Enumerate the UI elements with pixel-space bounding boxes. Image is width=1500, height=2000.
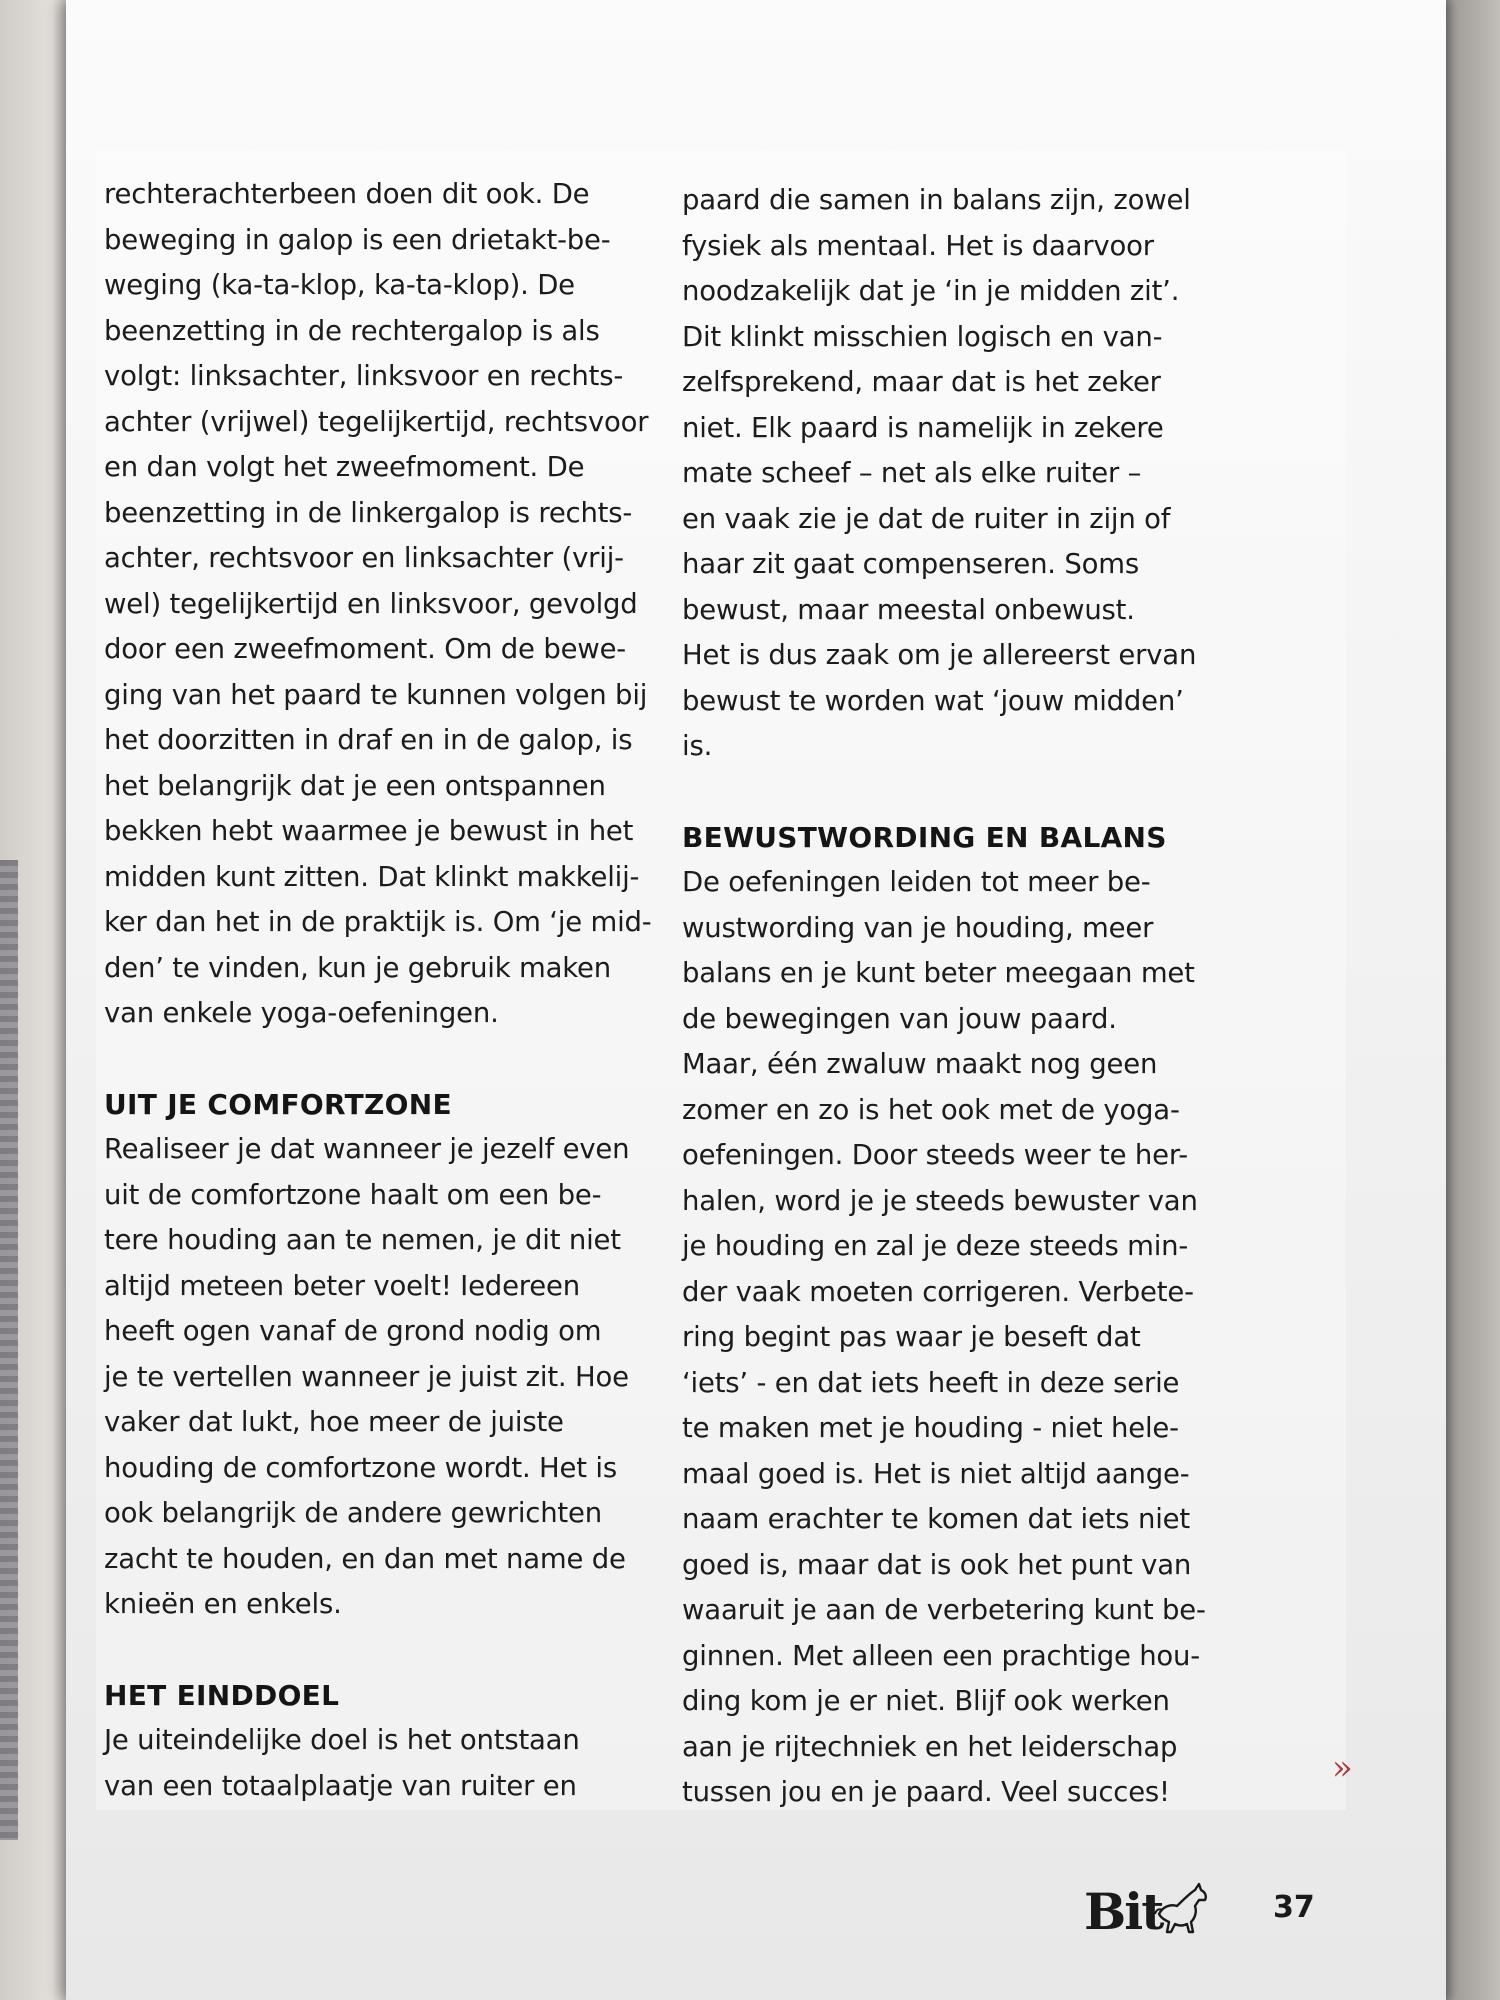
right-paragraph-2-line: te maken met je houding - niet hele-: [682, 1412, 1179, 1444]
left-paragraph-2-line: knieën en enkels.: [104, 1588, 342, 1620]
left-paragraph-2: [104, 1127, 664, 1628]
left-paragraph-1-line: achter, rechtsvoor en linksachter (vrij-: [104, 542, 624, 574]
right-paragraph-2-line: aan je rijtechniek en het leiderschap: [682, 1730, 1178, 1763]
right-paragraph-2-line: wustwording van je houding, meer: [682, 911, 1154, 944]
right-paragraph-2-line: naam erachter te komen dat iets niet: [682, 1503, 1190, 1535]
right-column: [682, 178, 1242, 1816]
right-paragraph-1-line: is.: [682, 730, 713, 762]
right-paragraph-2: [682, 860, 1242, 1816]
right-paragraph-2-line: de bewegingen van jouw paard.: [682, 1002, 1117, 1035]
heading-uit-je-comfortzone: UIT JE COMFORTZONE: [104, 1087, 452, 1121]
left-paragraph-3-line: Je uiteindelijke doel is het ontstaan: [104, 1724, 580, 1756]
left-paragraph-2-line: Realiseer je dat wanneer je jezelf even: [104, 1133, 630, 1165]
left-paragraph-2-line: zacht te houden, en dan met name de: [104, 1542, 626, 1575]
left-paragraph-1-line: van enkele yoga-oefeningen.: [104, 997, 499, 1029]
right-paragraph-2-line: ding kom je er niet. Blijf ook werken: [682, 1685, 1170, 1717]
left-paragraph-1-line: het doorzitten in draf en in de galop, is: [104, 724, 633, 756]
right-paragraph-2-line: waaruit je aan de verbetering kunt be-: [682, 1594, 1206, 1626]
page-number: 37: [1273, 1890, 1315, 1925]
left-paragraph-2-line: altijd meteen beter voelt! Iedereen: [104, 1269, 580, 1302]
left-paragraph-1-line: beenzetting in de rechtergalop is als: [104, 314, 600, 347]
left-paragraph-1-line: door een zweefmoment. Om de bewe-: [104, 633, 627, 665]
right-paragraph-2-line: ‘iets’ - en dat iets heeft in deze serie: [682, 1366, 1180, 1399]
left-paragraph-3-line: van een totaalplaatje van ruiter en: [104, 1769, 577, 1802]
right-paragraph-1-line: noodzakelijk dat je ‘in je midden zit’.: [682, 275, 1180, 307]
left-paragraph-1-line: en dan volgt het zweefmoment. De: [104, 451, 585, 483]
right-paragraph-2-line: je houding en zal je deze steeds min-: [682, 1230, 1189, 1262]
right-paragraph-1: [682, 178, 1242, 770]
left-paragraph-2-line: houding de comfortzone wordt. Het is: [104, 1451, 617, 1484]
left-paragraph-3: [104, 1718, 664, 1809]
right-paragraph-2-line: tussen jou en je paard. Veel succes!: [682, 1776, 1170, 1808]
horse-icon: [1153, 1880, 1213, 1936]
heading-het-einddoel: HET EINDDOEL: [104, 1678, 340, 1712]
right-paragraph-2-line: oefeningen. Door steeds weer te her-: [682, 1139, 1188, 1171]
right-paragraph-2-line: maal goed is. Het is niet altijd aange-: [682, 1457, 1190, 1490]
left-paragraph-1-line: midden kunt zitten. Dat klinkt makkelij-: [104, 860, 640, 893]
continue-mark: »: [1332, 1748, 1353, 1788]
left-paragraph-1-line: ging van het paard te kunnen volgen bij: [104, 678, 648, 711]
left-paragraph-1-line: beweging in galop is een drietakt-be-: [104, 223, 611, 256]
right-paragraph-1-line: Dit klinkt misschien logisch en van-: [682, 320, 1163, 353]
left-paragraph-1-line: achter (vrijwel) tegelijkertijd, rechtsvoor: [104, 405, 649, 438]
left-paragraph-1-line: beenzetting in de linkergalop is rechts-: [104, 496, 633, 529]
page-stack-edge: [0, 860, 18, 1840]
left-paragraph-1-line: volgt: linksachter, linksvoor en rechts-: [104, 360, 624, 392]
left-paragraph-2-line: ook belangrijk de andere gewrichten: [104, 1497, 602, 1529]
left-paragraph-1-line: rechterachterbeen doen dit ook. De: [104, 178, 590, 210]
left-paragraph-2-line: heeft ogen vanaf de grond nodig om: [104, 1315, 602, 1347]
right-paragraph-1-line: mate scheef – net als elke ruiter –: [682, 457, 1142, 489]
left-column: [104, 172, 664, 1809]
right-paragraph-2-line: ginnen. Met alleen een prachtige hou-: [682, 1639, 1201, 1672]
right-paragraph-2-line: goed is, maar dat is ook het punt van: [682, 1548, 1192, 1581]
right-paragraph-1-line: zelfsprekend, maar dat is het zeker: [682, 366, 1161, 398]
right-paragraph-1-line: en vaak zie je dat de ruiter in zijn of: [682, 502, 1171, 535]
left-paragraph-1-line: den’ te vinden, kun je gebruik maken: [104, 951, 611, 984]
right-paragraph-2-line: Maar, één zwaluw maakt nog geen: [682, 1048, 1158, 1080]
right-paragraph-1-line: haar zit gaat compenseren. Soms: [682, 548, 1139, 580]
left-paragraph-1-line: het belangrijk dat je een ontspannen: [104, 769, 606, 802]
left-paragraph-2-line: tere houding aan te nemen, je dit niet: [104, 1224, 621, 1256]
left-paragraph-1-line: ker dan het in de praktijk is. Om ‘je mid-: [104, 906, 652, 938]
right-paragraph-2-line: balans en je kunt beter meegaan met: [682, 957, 1195, 989]
left-paragraph-2-line: je te vertellen wanneer je juist zit. Hoe: [104, 1360, 629, 1393]
heading-bewustwording-en-balans: BEWUSTWORDING EN BALANS: [682, 820, 1167, 854]
right-paragraph-2-line: De oefeningen leiden tot meer be-: [682, 866, 1151, 898]
left-paragraph-1-line: wel) tegelijkertijd en linksvoor, gevolgd: [104, 587, 638, 620]
left-paragraph-1-line: bekken hebt waarmee je bewust in het: [104, 815, 634, 847]
right-paragraph-2-line: halen, word je je steeds bewuster van: [682, 1184, 1198, 1217]
right-paragraph-1-line: Het is dus zaak om je allereerst ervan: [682, 639, 1197, 671]
right-paragraph-1-line: niet. Elk paard is namelijk in zekere: [682, 411, 1164, 444]
left-paragraph-2-line: uit de comfortzone haalt om een be-: [104, 1178, 602, 1211]
right-paragraph-1-line: paard die samen in balans zijn, zowel: [682, 184, 1191, 216]
right-paragraph-1-line: bewust, maar meestal onbewust.: [682, 593, 1135, 626]
left-paragraph-2-line: vaker dat lukt, hoe meer de juiste: [104, 1406, 564, 1438]
right-paragraph-2-line: der vaak moeten corrigeren. Verbete-: [682, 1275, 1194, 1308]
magazine-logo: Bit: [1084, 1882, 1163, 1941]
left-paragraph-1-line: weging (ka-ta-klop, ka-ta-klop). De: [104, 269, 575, 301]
right-paragraph-2-line: ring begint pas waar je beseft dat: [682, 1321, 1141, 1353]
right-paragraph-2-line: zomer en zo is het ook met de yoga-: [682, 1093, 1180, 1126]
right-paragraph-1-line: fysiek als mentaal. Het is daarvoor: [682, 229, 1154, 262]
right-paragraph-1-line: bewust te worden wat ‘jouw midden’: [682, 684, 1184, 717]
left-paragraph-1: [104, 172, 664, 1037]
